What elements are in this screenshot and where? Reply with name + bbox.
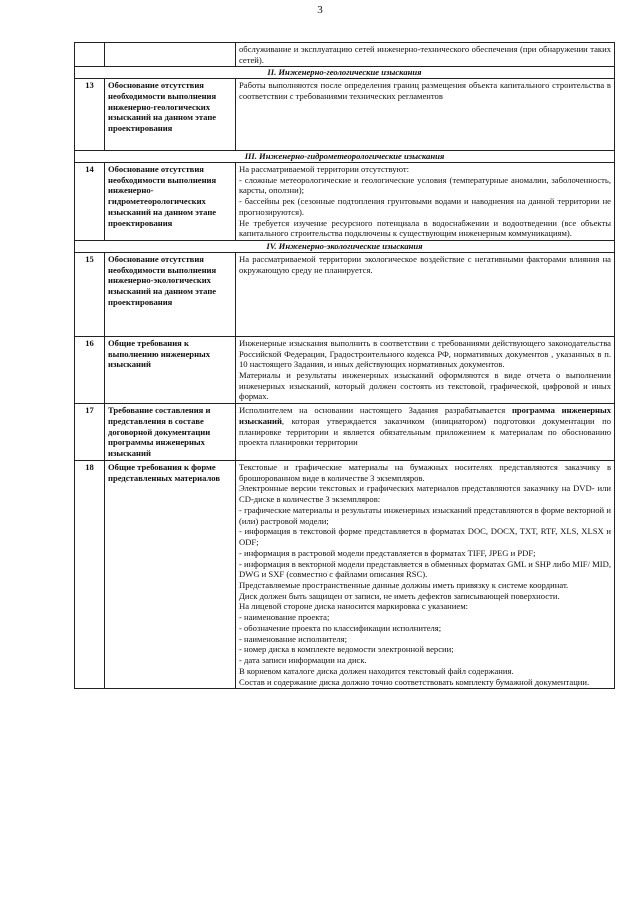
row-number: 13 <box>75 79 105 151</box>
paragraph: Электронные версии текстовых и графических материалов представляются заказчику на DVD- или CD-диске в количестве 3 экземпляров: <box>239 483 611 505</box>
row-name-cell <box>105 43 236 67</box>
paragraph: - дата записи информации на диск. <box>239 655 367 666</box>
section-title-hydro: III. Инженерно-гидрометеорологические изыскания <box>75 151 615 163</box>
paragraph: - наименование исполнителя; <box>239 633 347 644</box>
section-title-geo: II. Инженерно-геологические изыскания <box>75 67 615 79</box>
table-row <box>75 162 615 240</box>
section-header <box>75 67 615 79</box>
paragraph: Состав и содержание диска должно точно соответствовать комплекту бумажной документации. <box>239 676 590 687</box>
paragraph: Инженерные изыскания выполнить в соответствии с требованиями действующего законодательства Российской Федерации, Градостроительного кодекса РФ, нормативных документов , указанных в п. 10 настоящего Задания, и иных действующих нормативных документов. <box>239 337 611 370</box>
paragraph: Диск должен быть защищен от записи, не иметь дефектов записывающей поверхности. <box>239 590 560 601</box>
page-number: 3 <box>317 4 323 16</box>
requirements-table <box>74 42 615 689</box>
paragraph: - наименование проекта; <box>239 612 330 623</box>
paragraph: В корневом каталоге диска должен находится текстовый файл содержания. <box>239 665 514 676</box>
paragraph: - бассейны рек (сезонные подтопления грунтовыми водами и наводнения на данной территории не прогнозируются). <box>239 196 611 217</box>
continuation-text: обслуживание и эксплуатацию сетей инженерно-технического обеспечения (при обнаружении таких сетей). <box>236 43 615 67</box>
paragraph: Материалы и результаты инженерных изысканий оформляются в виде отчета о выполнении инженерных изысканий, который должен состоять из текстовой, графической, цифровой и иных формах. <box>239 370 611 402</box>
paragraph: На рассматриваемой территории отсутствуют: <box>239 163 410 174</box>
row-number: 16 <box>75 336 105 403</box>
paragraph: Текстовые и графические материалы на бумажных носителях представляются заказчику в брошюрованном виде в количестве 3 экземпляров. <box>239 461 611 483</box>
row-name: Требование составления и представления в составе договорной документации программы инженерных изысканий <box>105 404 236 461</box>
row-number-cell <box>75 43 105 67</box>
paragraph: - сложные метеорологические и геологические условия (температурные аномалии, заболоченность, карсты, оползни); <box>239 174 611 196</box>
section-header <box>75 151 615 163</box>
table-row <box>75 336 615 403</box>
section-header <box>75 241 615 253</box>
table-row <box>75 43 615 67</box>
paragraph: Работы выполняются после определения границ размещения объекта капитального строительства в соответствии с требованиями технических регламентов <box>239 80 611 101</box>
text-run: , которая утверждается заказчиком (инициатором) подготовки документации по планировке территории и является обязательным приложением к материалам по обоснованию проекта планировки территории <box>239 415 611 448</box>
paragraph: - номер диска в комплекте ведомости электронной версии; <box>239 644 454 655</box>
row-value <box>236 79 615 151</box>
row-value <box>236 336 615 403</box>
table-row <box>75 252 615 336</box>
paragraph: - информация в растровой модели представляется в форматах TIFF, JPEG и PDF; <box>239 547 536 558</box>
text-run: Исполнителем на основании настоящего Задания разрабатывается <box>239 405 512 416</box>
row-value <box>236 252 615 336</box>
paragraph: Представляемые пространственные данные должны иметь привязку к системе координат. <box>239 579 569 590</box>
section-title-eco: IV. Инженерно-экологические изыскания <box>75 241 615 253</box>
paragraph: - графические материалы и результаты инженерных изысканий представляются в форме векторной и (или) растровой модели; <box>239 504 611 526</box>
paragraph: - обозначение проекта по классификации исполнителя; <box>239 622 442 633</box>
table-row <box>75 79 615 151</box>
row-name: Обоснование отсутствия необходимости выполнения инженерно-гидрометеорологических изысканий на данном этапе проектирования <box>105 162 236 240</box>
row-name: Общие требования к выполнению инженерных изысканий <box>105 336 236 403</box>
paragraph: - информация в векторной модели представляется в обменных форматах GML и SHP либо MIF/ MID, DWG и SXF (совместно с файлами описания RSC). <box>239 558 611 580</box>
paragraph: - информация в текстовой форме представляется в форматах DOC, DOCX, TXT, RTF, XLS, XLSX и ODF; <box>239 526 611 548</box>
row-number: 14 <box>75 162 105 240</box>
row-value <box>236 404 615 461</box>
row-number: 17 <box>75 404 105 461</box>
row-number: 18 <box>75 460 105 688</box>
paragraph: На рассматриваемой территории экологическое воздействие с негативными факторами влияния на окружающую среду не планируется. <box>239 253 611 275</box>
table-row <box>75 404 615 461</box>
row-number: 15 <box>75 252 105 336</box>
paragraph: Не требуется изучение ресурсного потенциала в водоснабжении и водоотведении (все объекты капитального строительства подключены к существующим инженерным коммуникациям). <box>239 217 611 239</box>
row-name: Общие требования к форме представленных материалов <box>105 460 236 688</box>
bold-text-run: программа инженерных изысканий <box>239 405 611 426</box>
row-value <box>236 460 615 688</box>
table-row <box>75 460 615 688</box>
row-value <box>236 162 615 240</box>
paragraph: На лицевой стороне диска наносится маркировка с указанием: <box>239 601 469 612</box>
row-name: Обоснование отсутствия необходимости выполнения инженерно-геологических изысканий на данном этапе проектирования <box>105 79 236 151</box>
paragraph <box>239 405 611 448</box>
row-name: Обоснование отсутствия необходимости выполнения инженерно-экологических изысканий на данном этапе проектирования <box>105 252 236 336</box>
